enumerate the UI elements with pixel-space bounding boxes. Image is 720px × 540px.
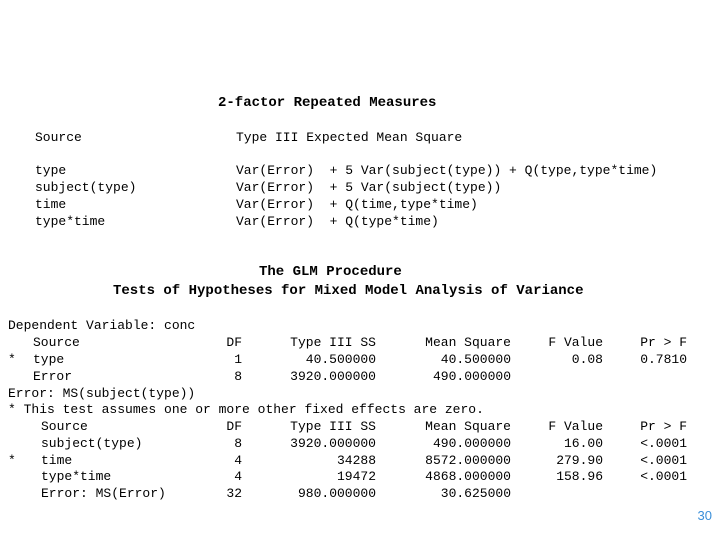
cell-source: Source	[41, 419, 88, 434]
error-note: Error: MS(subject(type))	[8, 386, 196, 401]
cell-source: type	[33, 351, 65, 367]
ems-row-source: type*time	[35, 214, 106, 229]
cell-source: time	[41, 452, 73, 468]
ems-row-ems: Var(Error) + 5 Var(subject(type))	[236, 180, 502, 195]
cell-ss: Type III SS	[290, 419, 376, 434]
glm-procedure-title: The GLM Procedure	[259, 264, 402, 280]
cell-f: 158.96	[556, 469, 603, 485]
cell-ss: 3920.000000	[290, 435, 376, 451]
cell-ms: 30.625000	[440, 486, 511, 502]
cell-ms: 490.000000	[432, 435, 511, 451]
page-number: 30	[697, 508, 712, 523]
cell-f: 0.08	[571, 351, 603, 367]
cell-f: 279.90	[556, 452, 603, 468]
cell-ss: 980.000000	[297, 486, 376, 502]
footnote: * This test assumes one or more other fixed effects are zero.	[8, 402, 484, 417]
cell-ss: 40.500000	[305, 351, 376, 367]
cell-df: 32	[226, 486, 242, 502]
cell-df: 1	[234, 351, 242, 367]
cell-source: Error: MS(Error)	[41, 486, 166, 502]
cell-mark: *	[8, 351, 16, 367]
cell-df: DF	[226, 335, 242, 350]
cell-ms: Mean Square	[425, 335, 511, 350]
cell-source: Source	[33, 335, 80, 350]
dependent-variable: Dependent Variable: conc	[8, 318, 196, 333]
cell-ms: 8572.000000	[425, 452, 511, 468]
cell-df: 4	[234, 469, 242, 485]
cell-f: F Value	[548, 335, 603, 350]
cell-df: 8	[234, 435, 242, 451]
ems-row-ems: Var(Error) + 5 Var(subject(type)) + Q(type,type*time)	[236, 163, 658, 178]
cell-ss: 19472	[336, 469, 376, 485]
ems-header-ems: Type III Expected Mean Square	[236, 130, 463, 145]
cell-df: 8	[234, 368, 242, 384]
cell-df: DF	[226, 419, 242, 434]
cell-ss: 3920.000000	[290, 368, 376, 384]
cell-p: <.0001	[640, 435, 687, 451]
glm-subtitle: Tests of Hypotheses for Mixed Model Analysis of Variance	[113, 283, 584, 299]
cell-f: 16.00	[563, 435, 603, 451]
cell-f: F Value	[548, 419, 603, 434]
cell-source: type*time	[41, 469, 112, 485]
cell-ss: Type III SS	[290, 335, 376, 350]
cell-source: Error	[33, 368, 73, 384]
ems-row-source: time	[35, 197, 67, 212]
page-title: 2-factor Repeated Measures	[218, 95, 437, 111]
cell-p: 0.7810	[640, 351, 687, 367]
cell-source: subject(type)	[41, 435, 143, 451]
ems-row-source: subject(type)	[35, 180, 137, 195]
cell-ms: 40.500000	[440, 351, 511, 367]
cell-ms: 4868.000000	[425, 469, 511, 485]
cell-ms: Mean Square	[425, 419, 511, 434]
cell-ms: 490.000000	[432, 368, 511, 384]
cell-p: <.0001	[640, 452, 687, 468]
cell-df: 4	[234, 452, 242, 468]
ems-row-source: type	[35, 163, 67, 178]
cell-p: <.0001	[640, 469, 687, 485]
cell-ss: 34288	[336, 452, 376, 468]
ems-row-ems: Var(Error) + Q(type*time)	[236, 214, 439, 229]
ems-header-source: Source	[35, 130, 82, 145]
cell-p: Pr > F	[640, 335, 687, 350]
cell-mark: *	[8, 452, 16, 468]
ems-row-ems: Var(Error) + Q(time,type*time)	[236, 197, 478, 212]
cell-p: Pr > F	[640, 419, 687, 434]
